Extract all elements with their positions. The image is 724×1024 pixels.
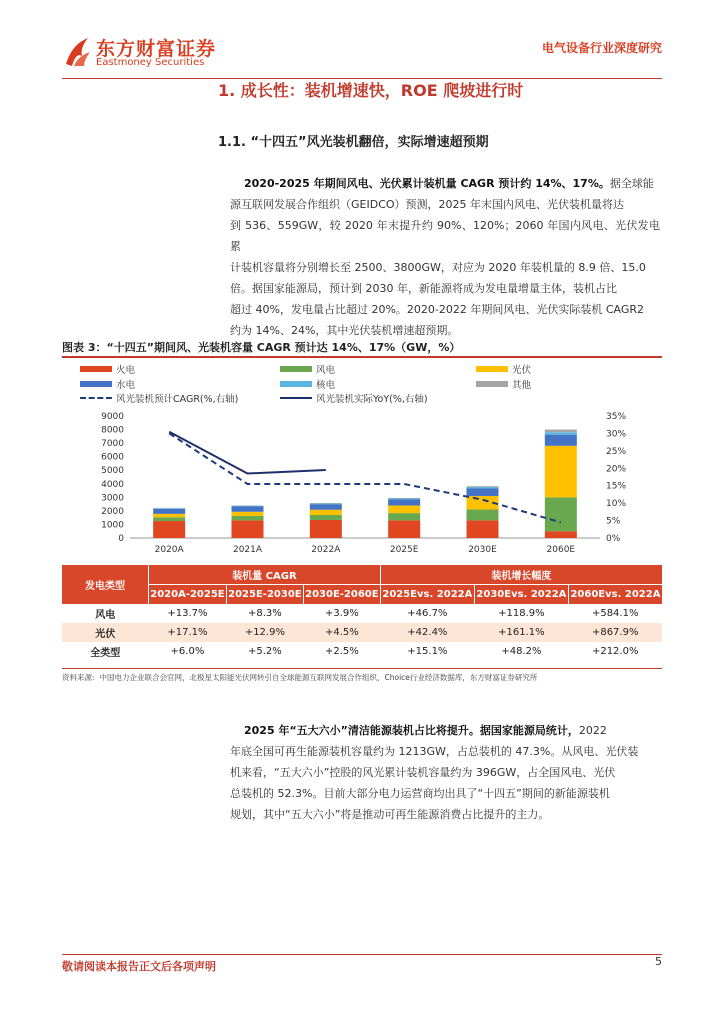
y2-tick-label: 5% [606, 516, 621, 527]
para1-line: 超过 40%，发电量占比超过 20%。2020-2022 年期间风电、光伏实际装机 CAGR2 [230, 303, 645, 316]
table-header-group2: 装机增长幅度 [380, 565, 662, 585]
bar-segment [153, 508, 185, 509]
bar-segment [310, 504, 342, 510]
y-tick-label: 5000 [101, 466, 124, 477]
bar-segment [467, 489, 499, 496]
table-row: 光伏 +17.1% +12.9% +4.5% +42.4% +161.1% +867.9% [62, 623, 662, 642]
y-tick-label: 9000 [101, 412, 124, 422]
legend-fire: 火电 [80, 362, 135, 376]
x-tick-label: 2060E [546, 545, 576, 555]
bar-segment [388, 498, 420, 499]
source-divider [62, 668, 662, 669]
x-tick-label: 2020A [154, 545, 184, 555]
table-col-header: 2025E-2030E [226, 585, 303, 605]
para2-line: 规划，其中“五大六小”将是推动可再生能源消费占比提升的主力。 [230, 808, 550, 821]
bar-segment [545, 435, 577, 446]
figure-title: 图表 3：“十四五”期间风、光装机容量 CAGR 预计达 14%、17%（GW，%） [62, 341, 461, 354]
para1-line: 源互联网发展合作组织（GEIDCO）预测，2025 年末国内风电、光伏装机量将达 [230, 198, 625, 211]
bar-segment [545, 446, 577, 498]
paragraph-1 [230, 173, 660, 341]
bar-segment [388, 499, 420, 505]
para1-bold: 2020-2025 年期间风电、光伏累计装机量 CAGR 预计约 14%、17%。 [244, 177, 610, 190]
bar-segment [545, 531, 577, 538]
bar-segment [153, 517, 185, 521]
bar-segment [388, 513, 420, 520]
legend-hydro: 水电 [80, 377, 135, 391]
legend-wind: 风电 [280, 362, 335, 376]
footer-disclaimer: 敬请阅读本报告正文后各项声明 [62, 960, 216, 973]
bar-segment [545, 430, 577, 433]
table-col-header: 2030Evs. 2022A [474, 585, 568, 605]
y2-tick-label: 35% [606, 412, 627, 422]
bar-segment [232, 506, 264, 511]
bar-segment [310, 503, 342, 504]
stacked-bar-chart [62, 408, 662, 563]
bar-segment [388, 498, 420, 499]
para1-line: 到 536、559GW，较 2020 年末提升约 90%、120%；2060 年国内风电、光伏发电累 [230, 219, 660, 253]
cagr-line [169, 433, 561, 522]
bar-segment [232, 506, 264, 507]
cagr-table [62, 565, 662, 661]
para1-line: 2020-2025 年期间风电、光伏累计装机量 CAGR 预计约 14%、17%。据全球能 [244, 177, 654, 190]
page-number: 5 [655, 955, 662, 968]
source-note: 资料来源：中国电力企业联合会官网，北极星太阳能光伏网转引自全球能源互联网发展合作组织，Choice行业经济数据库，东方财富证券研究所 [62, 673, 538, 682]
bar-segment [467, 487, 499, 488]
bar-segment [153, 509, 185, 514]
para2-line: 年底全国可再生能源装机容量约为 1213GW，占总装机的 47.3%。从风电、光伏装 [230, 745, 639, 758]
report-type: 电气设备行业深度研究 [541, 41, 662, 55]
y-tick-label: 0 [118, 534, 124, 544]
x-tick-label: 2030E [468, 545, 497, 555]
table-col-header: 2020A-2025E [149, 585, 227, 605]
y2-tick-label: 20% [606, 464, 627, 475]
bar-segment [232, 512, 264, 516]
y2-tick-label: 25% [606, 446, 627, 457]
logo-subtext: Eastmoney Securities [96, 57, 205, 68]
legend-nuclear: 核电 [280, 377, 335, 391]
bar-segment [232, 520, 264, 538]
bar-segment [545, 432, 577, 435]
y2-tick-label: 30% [606, 429, 627, 440]
para1-line: 计装机容量将分别增长至 2500、3800GW，对应为 2020 年装机量的 8.9 倍、15.0 [230, 261, 646, 274]
table-header-type: 发电类型 [62, 565, 149, 604]
legend-other: 其他 [476, 377, 531, 391]
bar-segment [467, 486, 499, 487]
paragraph-2 [230, 720, 660, 825]
y2-tick-label: 10% [606, 499, 627, 510]
y2-tick-label: 15% [606, 481, 627, 492]
y-tick-label: 7000 [101, 439, 124, 450]
bar-segment [545, 497, 577, 531]
table-row: 风电 +13.7% +8.3% +3.9% +46.7% +118.9% +584.1% [62, 604, 662, 623]
figure-divider [62, 356, 662, 358]
bar-segment [232, 516, 264, 520]
bar-segment [310, 510, 342, 515]
bar-segment [153, 514, 185, 517]
y-tick-label: 1000 [101, 520, 124, 531]
bar-segment [388, 520, 420, 538]
x-tick-label: 2025E [389, 545, 419, 555]
legend-cagr-line: 风光装机预计CAGR(%,右轴) [80, 391, 238, 405]
logo-text: 东方财富证券 [96, 38, 217, 60]
para2-bold: 2025 年“五大六小”清洁能源装机占比将提升。据国家能源局统计， [244, 724, 579, 737]
table-col-header: 2030E-2060E [303, 585, 380, 605]
y-tick-label: 3000 [101, 493, 124, 504]
y-tick-label: 6000 [101, 452, 124, 463]
bar-segment [153, 521, 185, 538]
para1-line: 倍。据国家能源局，预计到 2030 年，新能源将成为发电量增量主体，装机占比 [230, 282, 617, 295]
bar-segment [310, 515, 342, 520]
y-tick-label: 2000 [101, 506, 124, 517]
yoy-line [169, 432, 326, 474]
table-row: 全类型 +6.0% +5.2% +2.5% +15.1% +48.2% +212.0% [62, 642, 662, 661]
y-tick-label: 4000 [101, 479, 124, 490]
subsection-heading: 1.1. “十四五”风光装机翻倍，实际增速超预期 [218, 135, 489, 150]
x-tick-label: 2021A [232, 545, 263, 555]
x-tick-label: 2022A [311, 545, 341, 555]
legend-yoy-line: 风光装机实际YoY(%,右轴) [280, 391, 428, 405]
legend-pv: 光伏 [476, 362, 531, 376]
logo-icon [62, 34, 94, 70]
bar-segment [467, 510, 499, 521]
section-heading: 1. 成长性：装机增速快，ROE 爬坡进行时 [218, 81, 524, 100]
bar-segment [467, 520, 499, 538]
table-col-header: 2060Evs. 2022A [568, 585, 662, 605]
table-col-header: 2025Evs. 2022A [380, 585, 474, 605]
para2-line: 机来看，“五大六小”控股的风光累计装机容量约为 396GW，占全国风电、光伏 [230, 766, 616, 779]
para2-line: 总装机的 52.3%。目前大部分电力运营商均出具了“十四五”期间的新能源装机 [230, 787, 610, 800]
para2-line: 2025 年“五大六小”清洁能源装机占比将提升。据国家能源局统计，2022 [244, 724, 607, 737]
bar-segment [388, 506, 420, 514]
y2-tick-label: 0% [606, 534, 621, 544]
para1-line: 约为 14%、24%，其中光伏装机增速超预期。 [230, 324, 459, 337]
footer-divider [62, 954, 662, 955]
y-tick-label: 8000 [101, 425, 124, 436]
bar-segment [310, 520, 342, 538]
table-header-group1: 装机量 CAGR [149, 565, 381, 585]
